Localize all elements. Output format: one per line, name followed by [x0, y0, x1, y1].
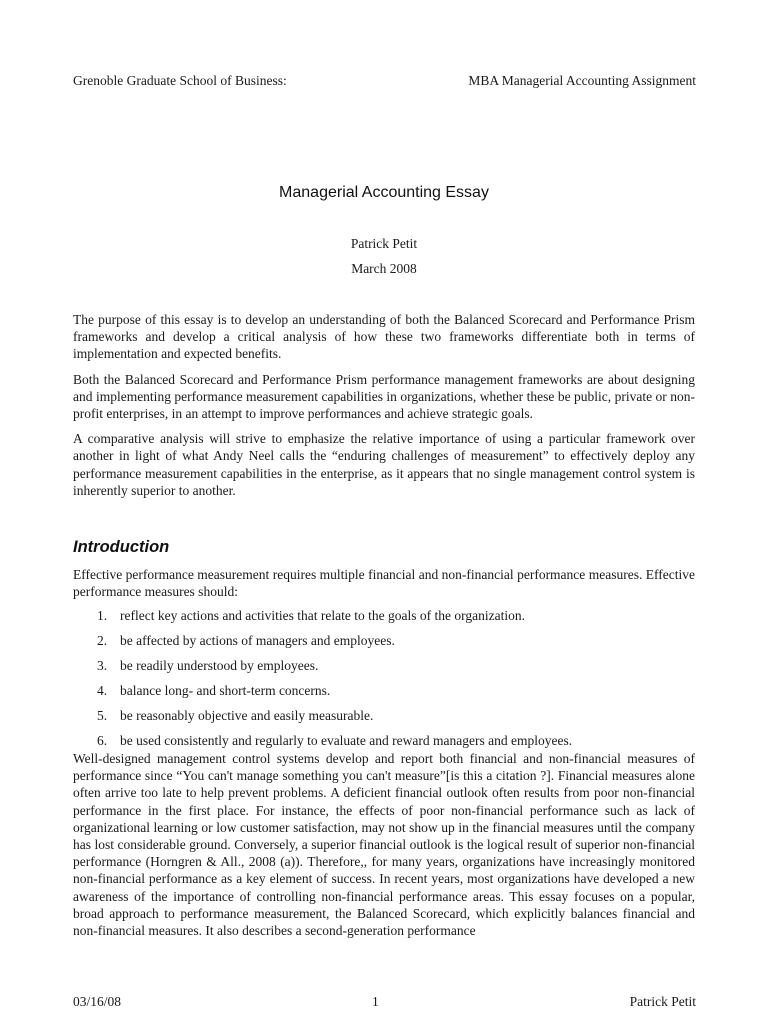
paragraph: The purpose of this essay is to develop an understanding of both the Balanced Scorecard and Performance Prism frameworks and develop a critical analysis of how these two frameworks differentiate both in terms of implementation and expected benefits.: [73, 312, 695, 362]
list-item: 4. balance long- and short-term concerns.: [97, 683, 331, 698]
document-date: March 2008: [351, 261, 417, 276]
paragraph: Effective performance measurement requires multiple financial and non-financial performance measures. Effective performance measures should:: [73, 567, 695, 600]
footer-author: Patrick Petit: [629, 994, 696, 1009]
document-author: Patrick Petit: [350, 236, 418, 251]
list-item: 3. be readily understood by employees.: [97, 658, 319, 673]
section-lead: [73, 566, 695, 608]
intro-block: [73, 311, 695, 507]
page-header: [73, 73, 696, 93]
header-school: Grenoble Graduate School of Business:: [73, 73, 287, 88]
paragraph: Well-designed management control systems develop and report both financial and non-financial measures of performance since “You can't manage something you can't measure”[is this a citation ?]. Financial measures alone often arrive too late to help prevent problems. A deficient financial outlook often results from poor non-financial performance in the first place. For instance, the effects of poor non-financial performance such as lack of organizational learning or low customer satisfaction, may not show up in the financial measures until the company has lost considerable ground. Conversely, a superior financial outlook is the logical result of superior non-financial performance (Horngren & All., 2008 (a)). Therefore,, for many years, organizations have increasingly monitored non-financial performance as a key element of success. In recent years, most organizations have developed a new awareness of the importance of controlling non-financial performance areas. This essay focuses on a popular, broad approach to performance measurement, the Balanced Scorecard, which explicitly balances financial and non-financial measures. It also describes a second-generation performance: [73, 751, 695, 939]
list-item: 6. be used consistently and regularly to evaluate and reward managers and employees.: [97, 733, 573, 748]
page-number: 1: [371, 994, 379, 1009]
list-item: 2. be affected by actions of managers and employees.: [97, 633, 395, 648]
paragraph: Both the Balanced Scorecard and Performance Prism performance management frameworks are about designing and implementing performance measurement capabilities in organizations, whether these be public, private or non-profit enterprises, in an attempt to improve performances and achieve strategic goals.: [73, 371, 695, 422]
numbered-list: [97, 608, 697, 758]
header-assignment: MBA Managerial Accounting Assignment: [468, 73, 696, 88]
page-footer: [73, 994, 696, 1010]
list-item: 5. be reasonably objective and easily measurable.: [97, 708, 374, 723]
document-title: Managerial Accounting Essay: [279, 184, 489, 201]
closing-block: [73, 750, 695, 947]
paragraph: A comparative analysis will strive to emphasize the relative importance of using a particular framework over another in light of what Andy Neel calls the “enduring challenges of measurement” to effectively deploy any performance measurement capabilities in the enterprise, as it appears that no single management control system is inherently superior to another.: [73, 431, 695, 498]
footer-date: 03/16/08: [73, 994, 122, 1009]
list-item: 1. reflect key actions and activities that relate to the goals of the organization.: [97, 608, 525, 623]
section-heading: Introduction: [73, 538, 170, 556]
